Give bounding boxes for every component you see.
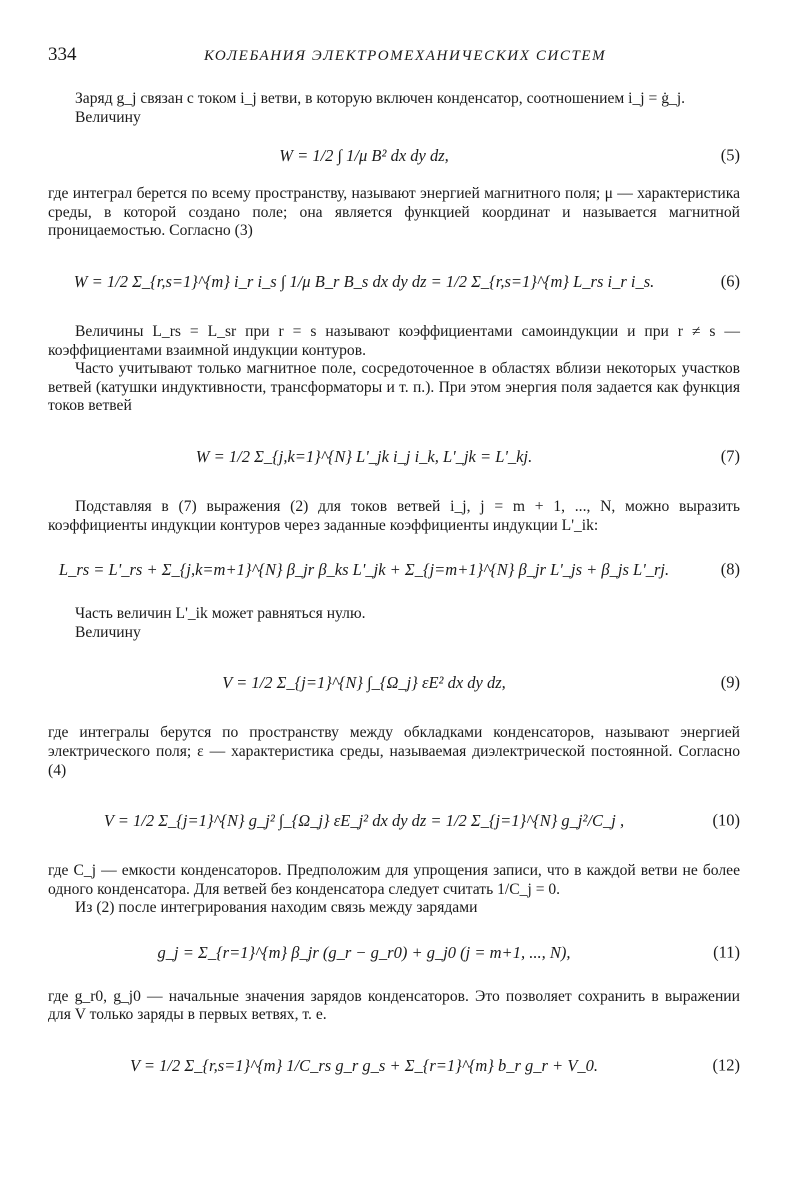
equation-6-formula: W = 1/2 Σ_{r,s=1}^{m} i_r i_s ∫ 1/μ B_r B_s dx dy dz = 1/2 Σ_{r,s=1}^{m} L_rs i_r i_s.	[73, 271, 655, 291]
equation-5-formula: W = 1/2 ∫ 1/μ B² dx dy dz,	[279, 145, 449, 165]
equation-6	[48, 241, 740, 323]
equation-8	[48, 535, 740, 605]
equation-11-number: (11)	[713, 942, 740, 962]
paragraph-magnetic-energy: где интеграл берется по всему пространству, называют энергией магнитного поля; μ — характеристика среды, в которой создано поле; она является функцией координат и называется магнитной проницаемостью. Согласно (3)	[48, 185, 740, 240]
page-number: 334	[48, 44, 77, 65]
equation-10-formula: V = 1/2 Σ_{j=1}^{N} g_j² ∫_{Ω_j} εE_j² dx dy dz = 1/2 Σ_{j=1}^{N} g_j²/C_j ,	[103, 810, 625, 830]
paragraph-substitution: Подставляя в (7) выражения (2) для токов ветвей i_j, j = m + 1, ..., N, можно выразить коэффициенты индукции контуров через заданные коэффициенты индукции L'_ik:	[48, 497, 740, 534]
equation-10-number: (10)	[712, 810, 740, 830]
equation-8-number: (8)	[720, 559, 740, 579]
equation-11-formula: g_j = Σ_{r=1}^{m} β_jr (g_r − g_r0) + g_j0 (j = m+1, ..., N),	[157, 942, 571, 962]
paragraph-initial-charges: где g_r0, g_j0 — начальные значения зарядов конденсаторов. Это позволяет сохранить в выражении для V только заряды в первых ветвях, т. е.	[48, 987, 740, 1024]
paragraph-integration: Из (2) после интегрирования находим связь между зарядами	[75, 899, 478, 917]
paragraph-quantity-v: Величину	[75, 623, 141, 641]
page-body	[48, 90, 740, 1107]
equation-9	[48, 642, 740, 724]
paragraph-inductance-coefficients: Величины L_rs = L_sr при r = s называют коэффициентами самоиндукции и при r ≠ s — коэффициентами взаимной индукции контуров.	[48, 322, 740, 359]
paragraph-magnetic-field: Часто учитывают только магнитное поле, сосредоточенное в областях вблизи некоторых участков ветвей (катушки индуктивности, трансформаторы и т. п.). При этом энергия поля задается как функция токов ветвей	[48, 360, 740, 415]
equation-11	[48, 918, 740, 988]
equation-5	[48, 127, 740, 185]
equation-9-formula: V = 1/2 Σ_{j=1}^{N} ∫_{Ω_j} εE² dx dy dz,	[222, 673, 506, 693]
equation-7	[48, 416, 740, 498]
equation-7-number: (7)	[720, 446, 740, 466]
paragraph-quantity-w: Величину	[75, 108, 141, 126]
equation-9-number: (9)	[720, 673, 740, 693]
equation-12-number: (12)	[712, 1055, 740, 1075]
running-title: КОЛЕБАНИЯ ЭЛЕКТРОМЕХАНИЧЕСКИХ СИСТЕМ	[204, 48, 607, 64]
equation-10	[48, 780, 740, 862]
equation-5-number: (5)	[720, 145, 740, 165]
equation-7-formula: W = 1/2 Σ_{j,k=1}^{N} L'_jk i_j i_k, L'_jk = L'_kj.	[195, 446, 533, 466]
equation-6-number: (6)	[720, 271, 740, 291]
page-header	[48, 44, 748, 74]
paragraph-zero-values: Часть величин L'_ik может равняться нулю.	[75, 605, 366, 623]
paragraph-charge: Заряд g_j связан с током i_j ветви, в которую включен конденсатор, соотношением i_j = ġ_j.	[75, 90, 686, 107]
equation-12-formula: V = 1/2 Σ_{r,s=1}^{m} 1/C_rs g_r g_s + Σ_{r=1}^{m} b_r g_r + V_0.	[129, 1055, 599, 1075]
equation-8-formula: L_rs = L'_rs + Σ_{j,k=m+1}^{N} β_jr β_ks L'_jk + Σ_{j=m+1}^{N} β_jr L'_js + β_js L'_rj.	[58, 559, 670, 579]
paragraph-capacitances: где C_j — емкости конденсаторов. Предположим для упрощения записи, что в каждой ветви не более одного конденсатора. Для ветвей без конденсатора следует считать 1/C_j = 0.	[48, 862, 740, 898]
equation-12	[48, 1025, 740, 1107]
paragraph-electric-energy: где интегралы берутся по пространству между обкладками конденсаторов, называют энергией электрического поля; ε — характеристика среды, называемая диэлектрической постоянной. Согласно (4)	[48, 724, 740, 779]
